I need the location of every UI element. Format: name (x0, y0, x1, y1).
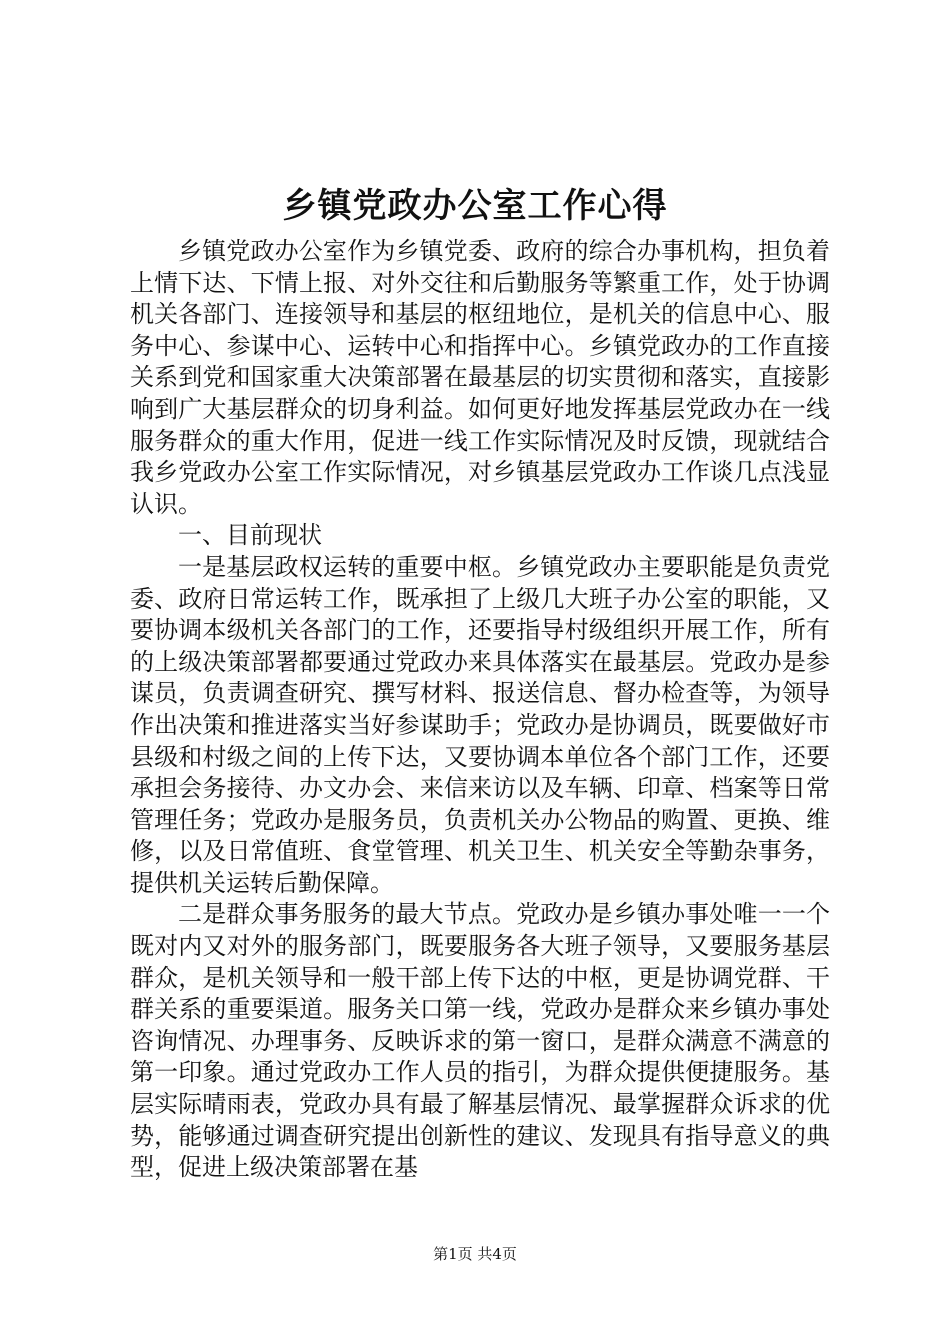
paragraph-point-one: 一是基层政权运转的重要中枢。乡镇党政办主要职能是负责党委、政府日常运转工作，既承担了上级几大班子办公室的职能，又要协调本级机关各部门的工作，还要指导村级组织开展工作，所有的上级决策部署都要通过党政办来具体落实在最基层。党政办是参谋员，负责调查研究、撰写材料、报送信息、督办检查等，为领导作出决策和推进落实当好参谋助手；党政办是协调员，既要做好市县级和村级之间的上传下达，又要协调本单位各个部门工作，还要承担会务接待、办文办会、来信来访以及车辆、印章、档案等日常管理任务；党政办是服务员，负责机关办公物品的购置、更换、维修，以及日常值班、食堂管理、机关卫生、机关安全等勤杂事务，提供机关运转后勤保障。 (130, 552, 830, 897)
paragraph-point-two: 二是群众事务服务的最大节点。党政办是乡镇办事处唯一一个既对内又对外的服务部门，既要服务各大班子领导，又要服务基层群众，是机关领导和一般干部上传下达的中枢，更是协调党群、干群关系的重要渠道。服务关口第一线，党政办是群众来乡镇办事处咨询情况、办理事务、反映诉求的第一窗口，是群众满意不满意的第一印象。通过党政办工作人员的指引，为群众提供便捷服务。基层实际晴雨表，党政办具有最了解基层情况、最掌握群众诉求的优势，能够通过调查研究提出创新性的建议、发现具有指导意义的典型，促进上级决策部署在基 (130, 900, 830, 1182)
paragraph-intro: 乡镇党政办公室作为乡镇党委、政府的综合办事机构，担负着上情下达、下情上报、对外交往和后勤服务等繁重工作，处于协调机关各部门、连接领导和基层的枢纽地位，是机关的信息中心、服务中心、参谋中心、运转中心和指挥中心。乡镇党政办的工作直接关系到党和国家重大决策部署在最基层的切实贯彻和落实，直接影响到广大基层群众的切身利益。如何更好地发挥基层党政办在一线服务群众的重大作用，促进一线工作实际情况及时反馈，现就结合我乡党政办公室工作实际情况，对乡镇基层党政办工作谈几点浅显认识。 (130, 237, 830, 518)
page-footer: 第1页 共4页 (433, 1245, 517, 1263)
document-body (130, 236, 830, 1184)
section-heading-current-status: 一、目前现状 (178, 521, 322, 550)
document-title: 乡镇党政办公室工作心得 (282, 186, 668, 226)
